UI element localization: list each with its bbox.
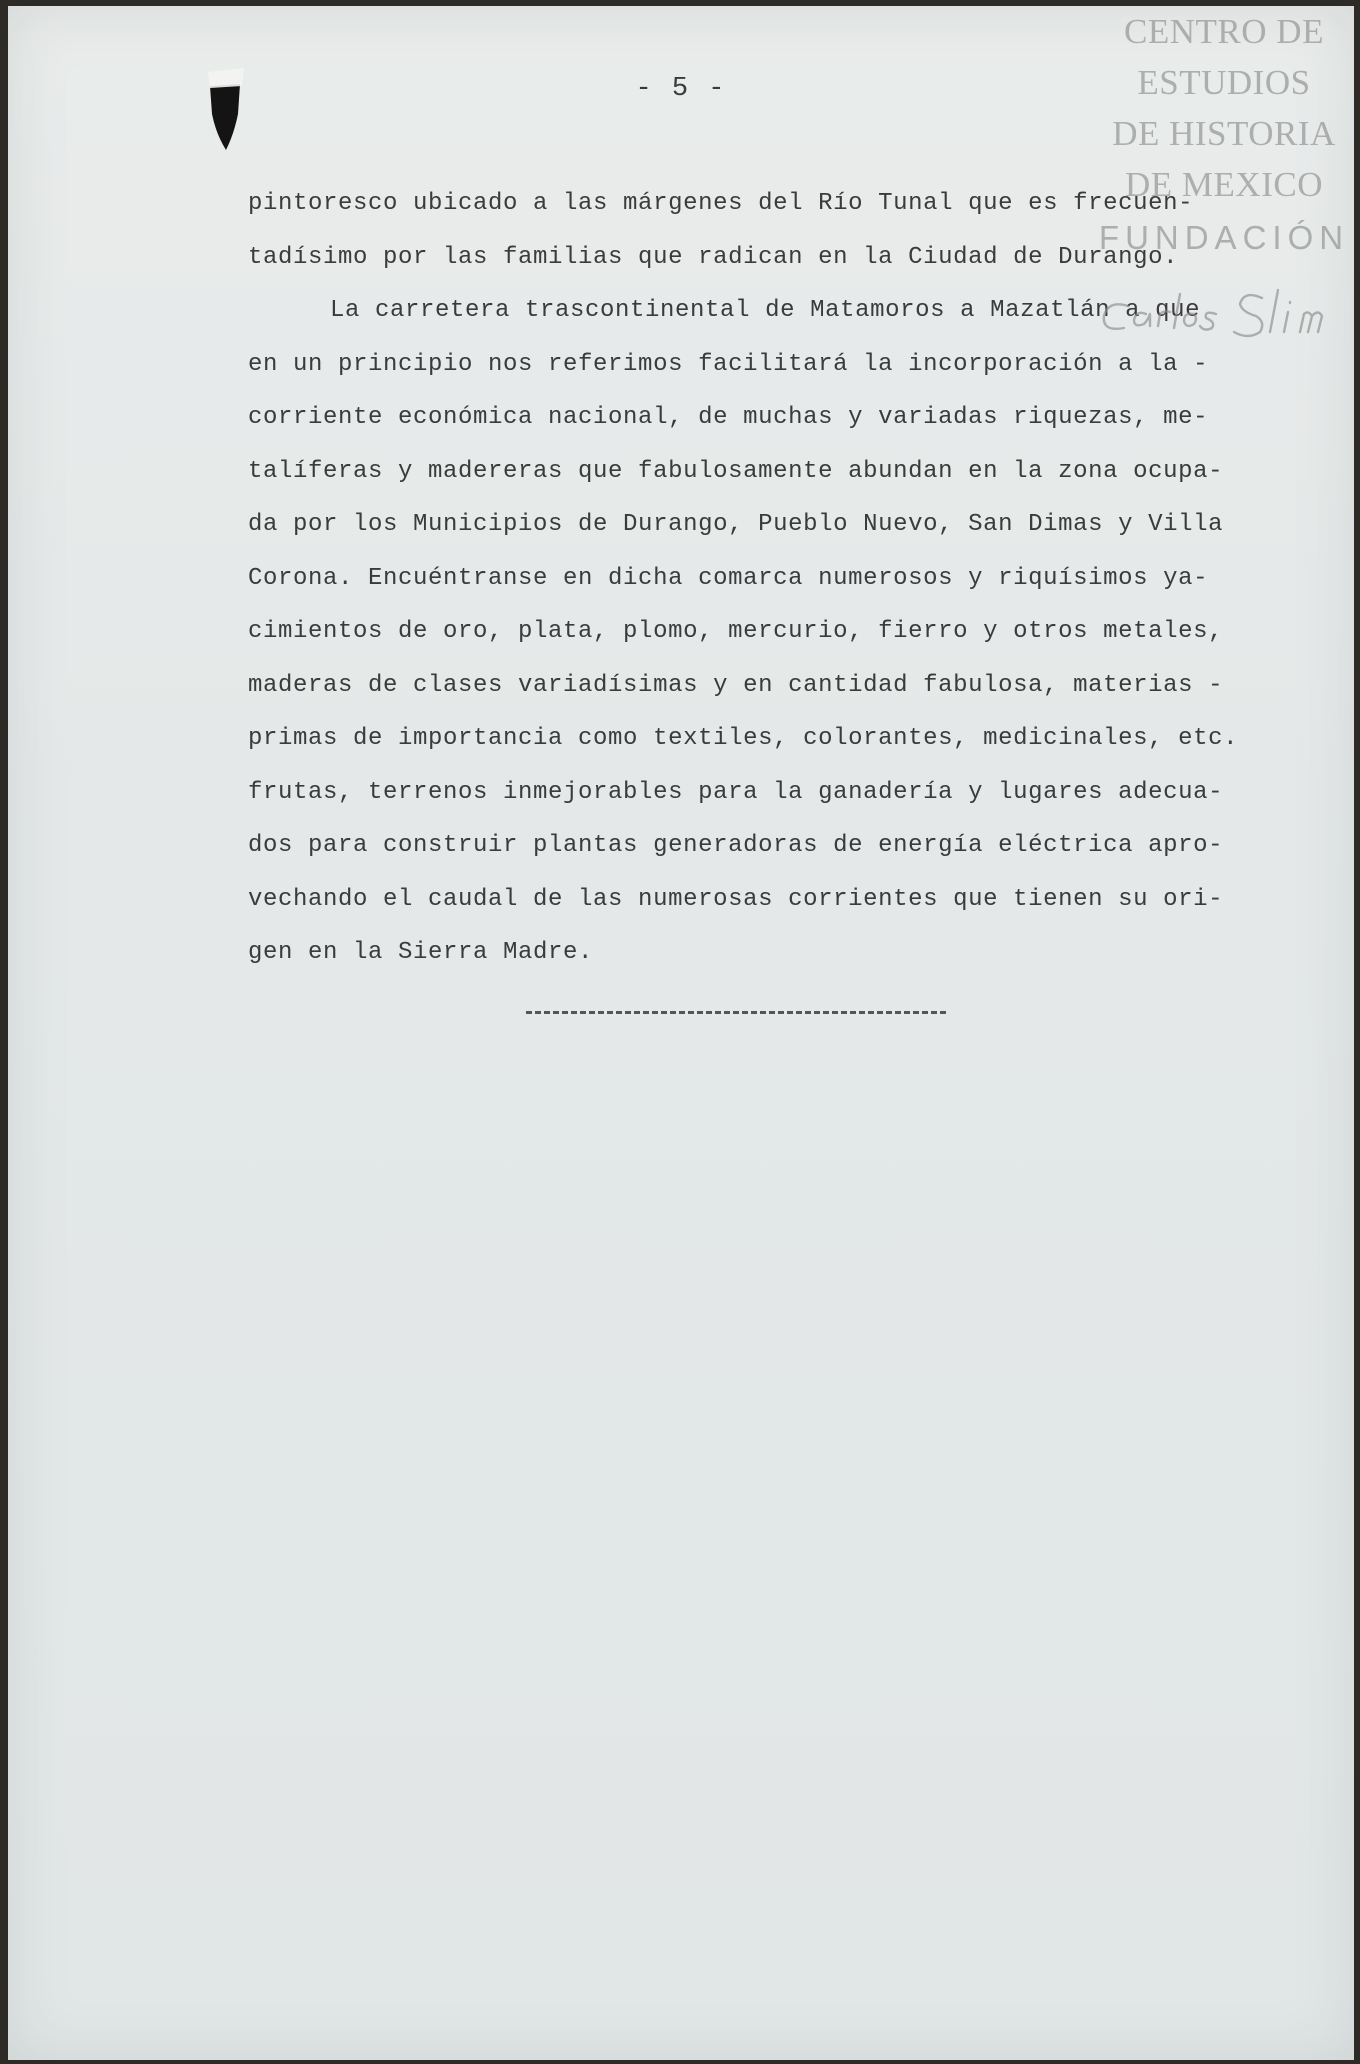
text-line: pintoresco ubicado a las márgenes del Río Tunal que es frecuen- [248,190,1194,217]
text-line: Corona. Encuéntranse en dicha comarca numerosos y riquísimos ya- [248,564,1209,592]
text-line: da por los Municipios de Durango, Pueblo Nuevo, San Dimas y Villa [248,511,1224,538]
text-line: vechando el caudal de las numerosas corrientes que tienen su ori- [248,885,1224,913]
archive-watermark [1088,6,1360,264]
text-line: gen en la Sierra Madre. [248,939,594,966]
text-line: corriente económica nacional, de muchas y variadas riquezas, me- [248,404,1209,431]
text-line: La carretera trascontinental de Matamoros a Mazatlán a que [330,297,1201,324]
watermark-line: DE MEXICO [1125,165,1323,204]
paragraph-2 [248,284,1298,980]
text-line: en un principio nos referimos facilitará la incorporación a la - [248,350,1209,378]
text-line: maderas de clases variadísimas y en cantidad fabulosa, materias - [248,671,1224,699]
closing-rule-divider [526,1011,946,1014]
text-line: frutas, terrenos inmejorables para la ganadería y lugares adecua- [248,778,1224,806]
text-line: talíferas y madereras que fabulosamente abundan en la zona ocupa- [248,457,1224,485]
text-line: dos para construir plantas generadoras de energía eléctrica apro- [248,832,1224,859]
watermark-line: DE HISTORIA [1112,114,1336,153]
watermark-line: CENTRO DE [1124,12,1324,51]
watermark-signature-logo [1094,276,1356,346]
text-line: primas de importancia como textiles, colorantes, medicinales, etc. [248,725,1239,752]
text-line: tadísimo por las familias que radican en la Ciudad de Durango. [248,243,1179,271]
text-line: cimientos de oro, plata, plomo, mercurio, fierro y otros metales, [248,618,1224,645]
page-number: - 5 - [635,74,727,104]
watermark-foundation: FUNDACIÓN [1098,219,1350,256]
watermark-line: ESTUDIOS [1137,63,1311,102]
